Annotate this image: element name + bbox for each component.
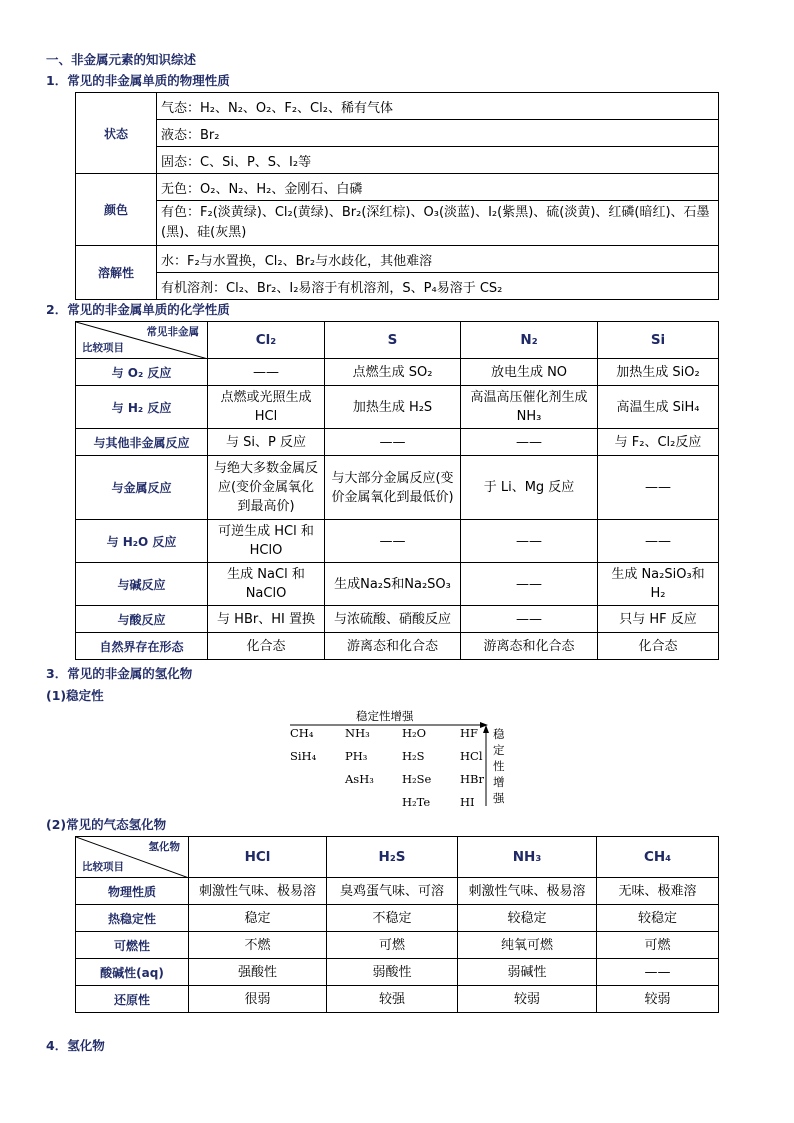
cell: 较稳定	[597, 905, 719, 932]
cell: 较弱	[458, 986, 597, 1013]
s1-title: 1．常见的非金属单质的物理性质	[46, 73, 230, 88]
table-row	[76, 273, 719, 300]
chemical-properties-table	[75, 321, 719, 660]
cell: ——	[598, 520, 719, 563]
table-row	[76, 201, 719, 246]
corner-top: 氢化物	[148, 841, 180, 853]
col-header: N₂	[461, 322, 598, 359]
col-header: S	[325, 322, 461, 359]
diagonal-header-cell	[76, 837, 189, 878]
cell: 有机溶剂：Cl₂、Br₂、I₂易溶于有机溶剂，S、P₄易溶于 CS₂	[157, 273, 719, 300]
diagonal-header-cell	[76, 322, 208, 359]
cell: ——	[461, 606, 598, 633]
table-row	[76, 986, 719, 1013]
row-label: 颜色	[76, 174, 157, 246]
col-header: H₂S	[327, 837, 458, 878]
formula: H₂Te	[402, 795, 431, 809]
row-label: 可燃性	[76, 932, 189, 959]
cell: ——	[325, 520, 461, 563]
cell: ——	[208, 359, 325, 386]
table-row	[76, 905, 719, 932]
s3-sub1: (1)稳定性	[46, 688, 104, 703]
row-label: 状态	[76, 93, 157, 174]
cell: 较稳定	[458, 905, 597, 932]
cell: 加热生成 H₂S	[325, 386, 461, 429]
formula: HBr	[460, 772, 484, 786]
cell: 于 Li、Mg 反应	[461, 456, 598, 520]
col-header: Si	[598, 322, 719, 359]
corner-top: 常见非金属	[146, 326, 199, 338]
cell: 刺激性气味、极易溶	[189, 878, 327, 905]
table-row	[76, 456, 719, 520]
cell: 不稳定	[327, 905, 458, 932]
cell: 弱酸性	[327, 959, 458, 986]
formula: HF	[460, 726, 479, 740]
row-label: 与其他非金属反应	[76, 429, 208, 456]
cell: ——	[325, 429, 461, 456]
col-header: HCl	[189, 837, 327, 878]
s2-title: 2．常见的非金属单质的化学性质	[46, 302, 230, 317]
row-label: 酸碱性(aq)	[76, 959, 189, 986]
cell: 可燃	[597, 932, 719, 959]
cell: 与绝大多数金属反应(变价金属氧化到最高价)	[208, 456, 325, 520]
formula: NH₃	[345, 726, 370, 740]
cell: 很弱	[189, 986, 327, 1013]
cell: 生成 NaCl 和 NaClO	[208, 563, 325, 606]
row-label: 与酸反应	[76, 606, 208, 633]
col-header: NH₃	[458, 837, 597, 878]
table-row	[76, 932, 719, 959]
table-row	[76, 174, 719, 201]
cell: 固态：C、Si、P、S、I₂等	[157, 147, 719, 174]
cell: 水：F₂与水置换，Cl₂、Br₂与水歧化，其他难溶	[157, 246, 719, 273]
cell: 刺激性气味、极易溶	[458, 878, 597, 905]
s3-sub2: (2)常见的气态氢化物	[46, 817, 167, 832]
physical-properties-table	[75, 92, 719, 300]
cell: 与 Si、P 反应	[208, 429, 325, 456]
cell: 点燃生成 SO₂	[325, 359, 461, 386]
cell: 可燃	[327, 932, 458, 959]
cell: 化合态	[598, 633, 719, 660]
cell: 较强	[327, 986, 458, 1013]
s3-title: 3．常见的非金属的氢化物	[46, 666, 193, 681]
cell: 稳定	[189, 905, 327, 932]
cell: ——	[461, 520, 598, 563]
cell: 可逆生成 HCl 和 HClO	[208, 520, 325, 563]
row-label: 还原性	[76, 986, 189, 1013]
cell: 游离态和化合态	[461, 633, 598, 660]
table-row	[76, 386, 719, 429]
formula: HI	[460, 795, 475, 809]
header-row	[76, 322, 719, 359]
table-row	[76, 959, 719, 986]
cell: 高温高压催化剂生成 NH₃	[461, 386, 598, 429]
row-label: 与碱反应	[76, 563, 208, 606]
row-label: 自然界存在形态	[76, 633, 208, 660]
table-row	[76, 633, 719, 660]
cell: 臭鸡蛋气味、可溶	[327, 878, 458, 905]
header-row	[76, 837, 719, 878]
hydrides-table	[75, 836, 719, 1013]
side-char: 定	[493, 743, 505, 757]
cell: 较弱	[597, 986, 719, 1013]
formula: H₂O	[402, 726, 427, 740]
table-row	[76, 520, 719, 563]
cell: 生成 Na₂SiO₃和 H₂	[598, 563, 719, 606]
table-row	[76, 563, 719, 606]
table-row	[76, 359, 719, 386]
col-header: CH₄	[597, 837, 719, 878]
formula: HCl	[460, 749, 483, 763]
side-char: 增	[493, 775, 505, 789]
s4-title: 4．氢化物	[46, 1038, 105, 1053]
cell: 纯氧可燃	[458, 932, 597, 959]
formula: CH₄	[290, 726, 314, 740]
row-label: 与 O₂ 反应	[76, 359, 208, 386]
table-row	[76, 246, 719, 273]
cell: 放电生成 NO	[461, 359, 598, 386]
corner-bottom: 比较项目	[82, 342, 124, 354]
formula: PH₃	[345, 749, 368, 763]
table-row	[76, 429, 719, 456]
corner-bottom: 比较项目	[82, 861, 124, 873]
cell: 不燃	[189, 932, 327, 959]
cell: 强酸性	[189, 959, 327, 986]
formula: H₂Se	[402, 772, 432, 786]
cell: 游离态和化合态	[325, 633, 461, 660]
cell: 高温生成 SiH₄	[598, 386, 719, 429]
cell: 弱碱性	[458, 959, 597, 986]
cell: ——	[598, 456, 719, 520]
row-label: 与金属反应	[76, 456, 208, 520]
cell: 与大部分金属反应(变价金属氧化到最低价)	[325, 456, 461, 520]
cell: 加热生成 SiO₂	[598, 359, 719, 386]
cell: 有色：F₂(淡黄绿)、Cl₂(黄绿)、Br₂(深红棕)、O₃(淡蓝)、I₂(紫黑)、硫(淡黄)、红磷(暗红)、石墨(黑)、硅(灰黑)	[157, 201, 719, 246]
row-label: 与 H₂ 反应	[76, 386, 208, 429]
cell: ——	[461, 429, 598, 456]
formula: SiH₄	[290, 749, 317, 763]
cell: 与 HBr、HI 置换	[208, 606, 325, 633]
stability-diagram	[290, 706, 520, 811]
stability-top-label: 稳定性增强	[356, 709, 414, 723]
formula: AsH₃	[345, 772, 374, 786]
cell: 点燃或光照生成 HCl	[208, 386, 325, 429]
row-label: 热稳定性	[76, 905, 189, 932]
row-label: 与 H₂O 反应	[76, 520, 208, 563]
table-row	[76, 120, 719, 147]
cell: 生成Na₂S和Na₂SO₃	[325, 563, 461, 606]
cell: ——	[597, 959, 719, 986]
cell: 气态：H₂、N₂、O₂、F₂、Cl₂、稀有气体	[157, 93, 719, 120]
cell: 无色：O₂、N₂、H₂、金刚石、白磷	[157, 174, 719, 201]
section-title: 一、非金属元素的知识综述	[46, 52, 197, 67]
cell: 只与 HF 反应	[598, 606, 719, 633]
table-row	[76, 93, 719, 120]
formula: H₂S	[402, 749, 425, 763]
cell: 无味、极难溶	[597, 878, 719, 905]
cell: 液态：Br₂	[157, 120, 719, 147]
cell: 与 F₂、Cl₂反应	[598, 429, 719, 456]
side-char: 强	[493, 791, 505, 805]
side-char: 稳	[493, 727, 505, 741]
table-row	[76, 147, 719, 174]
table-row	[76, 878, 719, 905]
row-label: 物理性质	[76, 878, 189, 905]
cell: ——	[461, 563, 598, 606]
side-char: 性	[493, 759, 505, 773]
table-row	[76, 606, 719, 633]
col-header: Cl₂	[208, 322, 325, 359]
cell: 与浓硫酸、硝酸反应	[325, 606, 461, 633]
cell: 化合态	[208, 633, 325, 660]
row-label: 溶解性	[76, 246, 157, 300]
